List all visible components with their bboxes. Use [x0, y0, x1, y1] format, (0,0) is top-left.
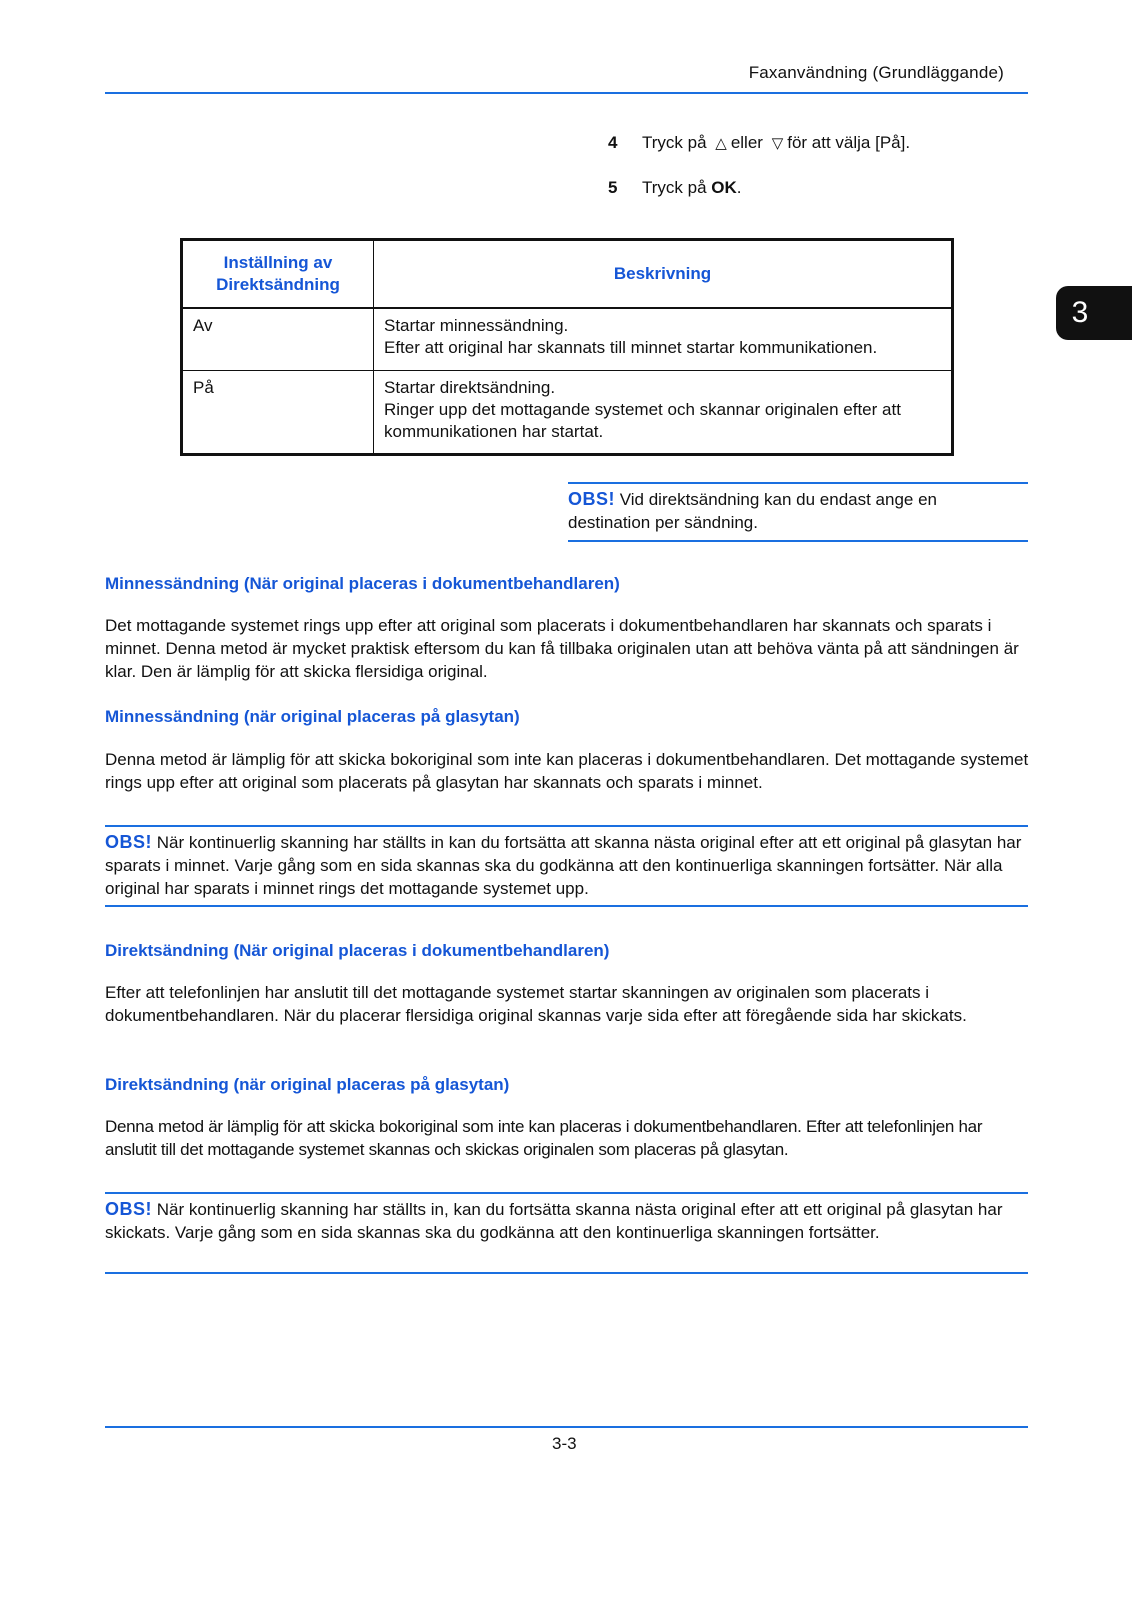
- direct-send-settings-table: [180, 238, 954, 456]
- section-heading: Minnessändning (När original placeras i dokumentbehandlaren): [105, 574, 620, 593]
- section-body: Det mottagande systemet rings upp efter att original som placerats i dokumentbehandlaren har skannats och sparats i minnet. Denna metod är mycket praktisk eftersom du kan få tillbaka originalen utan att behöva vänta på att sändningen är klar. Den är lämplig för att skicka flersidiga original.: [105, 616, 1019, 681]
- description-line: Efter att original har skannats till minnet startar kommunikationen.: [384, 338, 878, 357]
- step-text: .: [736, 178, 742, 197]
- description-line: Ringer upp det mottagande systemet och skannar originalen efter att kommunikationen har startat.: [384, 399, 901, 441]
- header-rule: [105, 92, 1028, 94]
- step-number: 4: [608, 133, 618, 152]
- table-row: [182, 308, 953, 370]
- section-body: Efter att telefonlinjen har anslutit till det mottagande systemet startar skanningen av originalen som placerats i dokumentbehandlaren. När du placerar flersidiga original skannas varje sida efter att föregående sida har skickats.: [105, 983, 967, 1025]
- note-rule-bottom: [105, 905, 1028, 907]
- footer-rule: [105, 1426, 1028, 1428]
- setting-cell: Av: [182, 308, 374, 370]
- table-header-row: [182, 240, 953, 309]
- note-rule-top: [568, 482, 1028, 484]
- note-rule-top: [105, 1192, 1028, 1194]
- note-rule-bottom: [105, 1272, 1028, 1274]
- table-row: [182, 370, 953, 454]
- step-text: eller: [730, 133, 763, 152]
- section-heading: Direktsändning (när original placeras på glasytan): [105, 1075, 510, 1094]
- page-number: 3-3: [552, 1434, 577, 1453]
- up-arrow-icon: △: [715, 135, 727, 152]
- column-header-description: Beskrivning: [374, 240, 953, 309]
- column-header-setting: Inställning av Direktsändning: [182, 240, 374, 309]
- section-body: Denna metod är lämplig för att skicka bokoriginal som inte kan placeras i dokumentbehandlaren. Efter att telefonlinjen har anslutit till det mottagande systemet skannas och skickas originalen som placeras på glasytan.: [105, 1117, 983, 1159]
- step-4: [608, 133, 1008, 157]
- note-label: OBS!: [568, 489, 615, 509]
- note-label: OBS!: [105, 1199, 152, 1219]
- section-body: Denna metod är lämplig för att skicka bokoriginal som inte kan placeras i dokumentbehandlaren. Det mottagande systemet rings upp efter att original som placerats på glasytan har skannats och sparats i minnet.: [105, 750, 1029, 792]
- step-5: [608, 178, 1008, 202]
- note-text: När kontinuerlig skanning har ställts in, kan du fortsätta skanna nästa original efter att ett original på glasytan har skickats. Varje gång som en sida skannas ska du godkänna att den kontinuerliga skanningen fortsätter.: [105, 1200, 1003, 1242]
- section-heading: Direktsändning (När original placeras i dokumentbehandlaren): [105, 941, 610, 960]
- description-line: Startar direktsändning.: [384, 377, 556, 397]
- description-cell: [374, 308, 953, 370]
- note-obs-continuous-scan: [105, 831, 1028, 900]
- note-obs-continuous-scan-direct: [105, 1198, 1028, 1244]
- step-number: 5: [608, 178, 618, 197]
- note-text: Vid direktsändning kan du endast ange en destination per sändning.: [568, 490, 937, 532]
- chapter-number: 3: [1071, 296, 1089, 329]
- description-line: Startar minnessändning.: [384, 316, 569, 335]
- ok-key-label: OK: [711, 178, 737, 197]
- note-obs-direct-send: [568, 488, 1018, 534]
- step-text: för att välja [På].: [787, 133, 911, 152]
- down-arrow-icon: ▽: [771, 135, 784, 152]
- note-label: OBS!: [105, 832, 152, 852]
- note-rule-bottom: [568, 540, 1028, 542]
- description-cell: [374, 370, 953, 454]
- note-rule-top: [105, 825, 1028, 827]
- step-text: Tryck på: [642, 178, 707, 197]
- chapter-tab: [1056, 286, 1132, 340]
- step-text: Tryck på: [642, 133, 707, 152]
- running-header-title: Faxanvändning (Grundläggande): [748, 63, 1004, 82]
- section-heading: Minnessändning (när original placeras på glasytan): [105, 707, 520, 726]
- setting-cell: På: [182, 370, 374, 454]
- note-text: När kontinuerlig skanning har ställts in kan du fortsätta att skanna nästa original efter att ett original på glasytan har sparats i minnet. Varje gång som en sida skannas ska du godkänna att den kontinuerliga skanningen fortsätter. När alla original har sparats i minnet rings det mottagande systemet upp.: [105, 833, 1022, 898]
